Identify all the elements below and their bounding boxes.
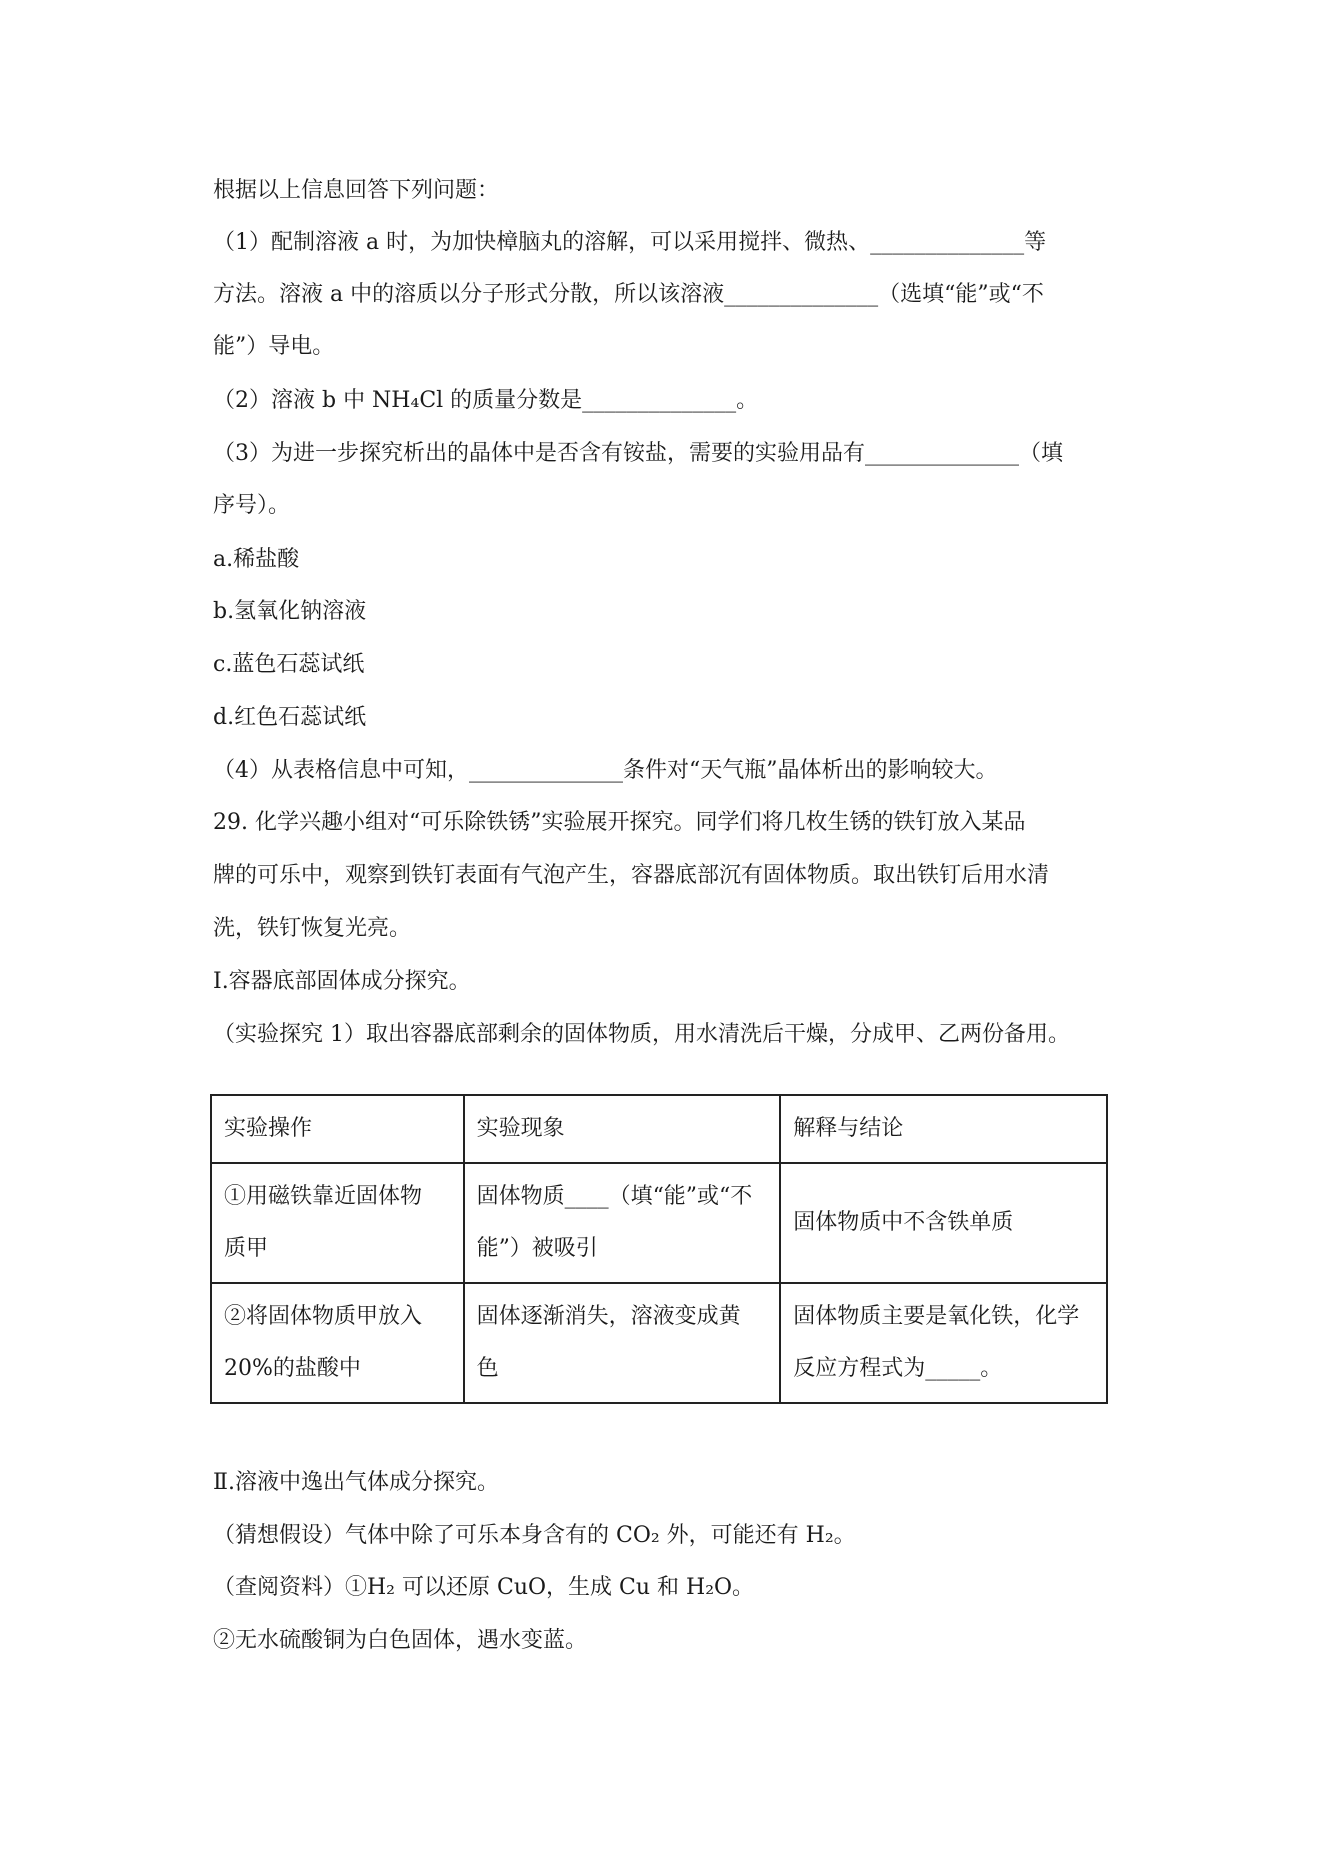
table-cell: ②将固体物质甲放入 20%的盐酸中: [211, 1283, 464, 1403]
table-cell: 固体物质主要是氧化铁，化学 反应方程式为_____。: [780, 1283, 1107, 1403]
text-line: 序号）。: [213, 493, 291, 518]
table-header: 解释与结论: [780, 1095, 1107, 1163]
text-line: 根据以上信息回答下列问题：: [213, 178, 500, 203]
text-line: （4）从表格信息中可知，______________条件对“天气瓶”晶体析出的影响较大。: [213, 758, 998, 783]
text-line: （2）溶液 b 中 NH₄Cl 的质量分数是______________。: [213, 388, 759, 413]
table-cell: ①用磁铁靠近固体物 质甲: [211, 1163, 464, 1283]
text-line: （查阅资料）①H₂ 可以还原 CuO，生成 Cu 和 H₂O。: [213, 1575, 755, 1600]
table-header: 实验现象: [464, 1095, 781, 1163]
section-heading-1: Ⅰ.容器底部固体成分探究。: [213, 969, 471, 994]
option-d: d.红色石蕊试纸: [213, 705, 367, 730]
text-line: （1）配制溶液 a 时，为加快樟脑丸的溶解，可以采用搅拌、微热、______________等: [213, 230, 1047, 255]
table-row: [211, 1283, 1107, 1403]
question-29: 29. 化学兴趣小组对“可乐除铁锈”实验展开探究。同学们将几枚生锈的铁钉放入某品: [213, 810, 1026, 835]
text-line: 洗，铁钉恢复光亮。: [213, 916, 412, 941]
table-row: [211, 1163, 1107, 1283]
text-line: 牌的可乐中，观察到铁钉表面有气泡产生，容器底部沉有固体物质。取出铁钉后用水清: [213, 863, 1050, 888]
option-a: a.稀盐酸: [213, 547, 300, 572]
table-header: 实验操作: [211, 1095, 464, 1163]
table-header-row: [211, 1095, 1107, 1163]
option-b: b.氢氧化钠溶液: [213, 599, 367, 624]
text-line: 方法。溶液 a 中的溶质以分子形式分散，所以该溶液______________（选填“能”或“不: [213, 282, 1044, 307]
section-heading-2: Ⅱ.溶液中逸出气体成分探究。: [213, 1470, 499, 1495]
text-line: ②无水硫酸铜为白色固体，遇水变蓝。: [213, 1628, 588, 1653]
text-line: 能”）导电。: [213, 334, 335, 359]
text-line: （3）为进一步探究析出的晶体中是否含有铵盐，需要的实验用品有______________（填: [213, 441, 1063, 466]
option-c: c.蓝色石蕊试纸: [213, 652, 365, 677]
text-line: （实验探究 1）取出容器底部剩余的固体物质，用水清洗后干燥，分成甲、乙两份备用。: [213, 1022, 1070, 1047]
text-line: （猜想假设）气体中除了可乐本身含有的 CO₂ 外，可能还有 H₂。: [213, 1523, 856, 1548]
table-cell: 固体物质中不含铁单质: [780, 1163, 1107, 1283]
experiment-table: [210, 1094, 1108, 1404]
table-cell: 固体逐渐消失，溶液变成黄 色: [464, 1283, 781, 1403]
table-cell: 固体物质____（填“能”或“不 能”）被吸引: [464, 1163, 781, 1283]
